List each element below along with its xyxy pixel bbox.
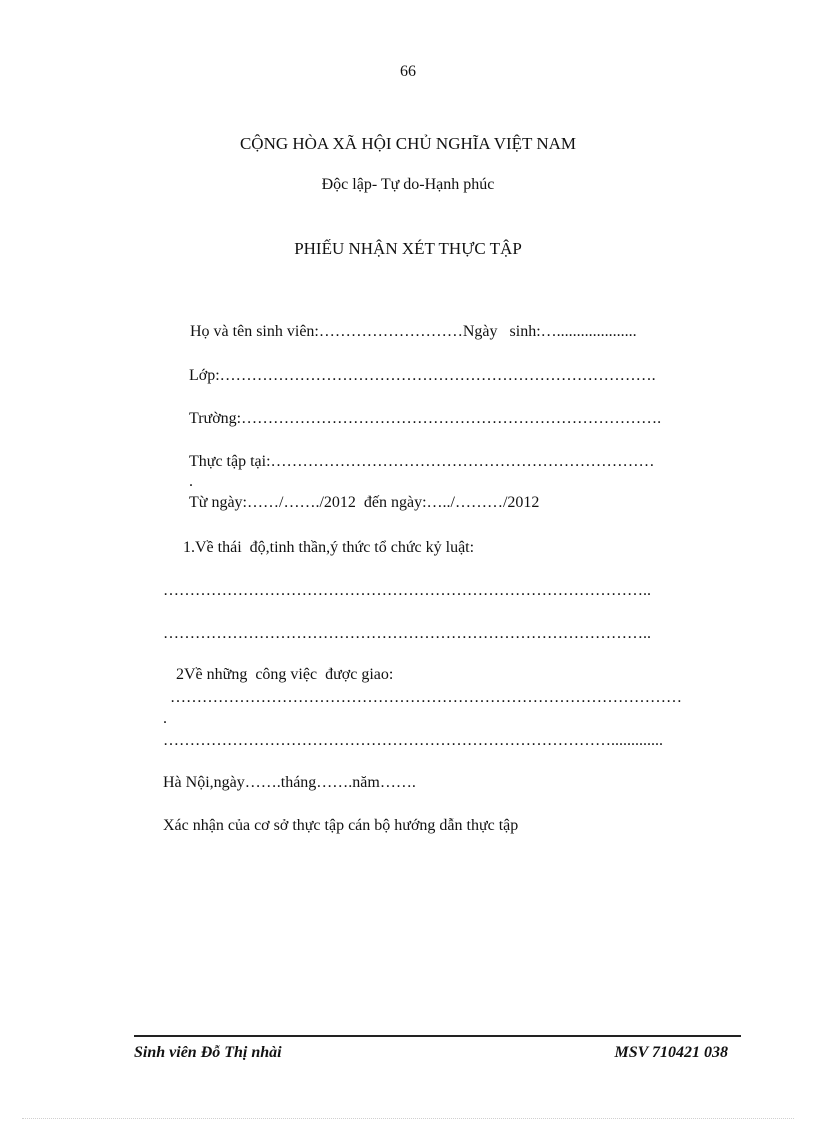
date-line: Hà Nội,ngày…….tháng…….năm……. xyxy=(163,774,416,791)
confirmation-line: Xác nhận của cơ sở thực tập cán bộ hướng dẫn thực tập xyxy=(163,817,519,834)
section2-line-1: …………………………………………………………………………………… xyxy=(170,689,682,706)
internship-place-continuation: . xyxy=(189,473,193,490)
internship-place-field: Thực tập tại:……………………………………………………………… xyxy=(189,453,655,470)
footer-rule xyxy=(134,1035,741,1037)
page-number: 66 xyxy=(400,63,416,80)
section2-line-2: …………………………………………………………………………............. xyxy=(163,732,663,749)
section2-heading: 2Về những công việc được giao: xyxy=(176,666,394,683)
motto: Độc lập- Tự do-Hạnh phúc xyxy=(321,176,495,193)
section1-heading: 1.Về thái độ,tinh thần,ý thức tổ chức kỷ luật: xyxy=(183,539,475,556)
footer-student-name: Sinh viên Đỗ Thị nhài xyxy=(134,1044,282,1061)
class-field: Lớp:………………………………………………………………………. xyxy=(189,367,656,384)
form-title: PHIẾU NHẬN XÉT THỰC TẬP xyxy=(294,239,522,258)
period-field: Từ ngày:……/……./2012 đến ngày:…../………/2012 xyxy=(189,494,540,511)
section1-line-1: ……………………………………………………………………………….. xyxy=(163,582,651,599)
section2-line-1-continuation: . xyxy=(163,710,167,727)
school-field: Trường:……………………………………………………………………. xyxy=(189,410,662,427)
footer-student-id: MSV 710421 038 xyxy=(614,1044,728,1061)
section1-line-2: ……………………………………………………………………………….. xyxy=(163,625,651,642)
student-name-field: Họ và tên sinh viên:………………………Ngày sinh:….................... xyxy=(190,323,637,340)
country-heading: CỘNG HÒA XÃ HỘI CHỦ NGHĨA VIỆT NAM xyxy=(239,134,577,153)
page-bottom-divider xyxy=(22,1118,794,1119)
